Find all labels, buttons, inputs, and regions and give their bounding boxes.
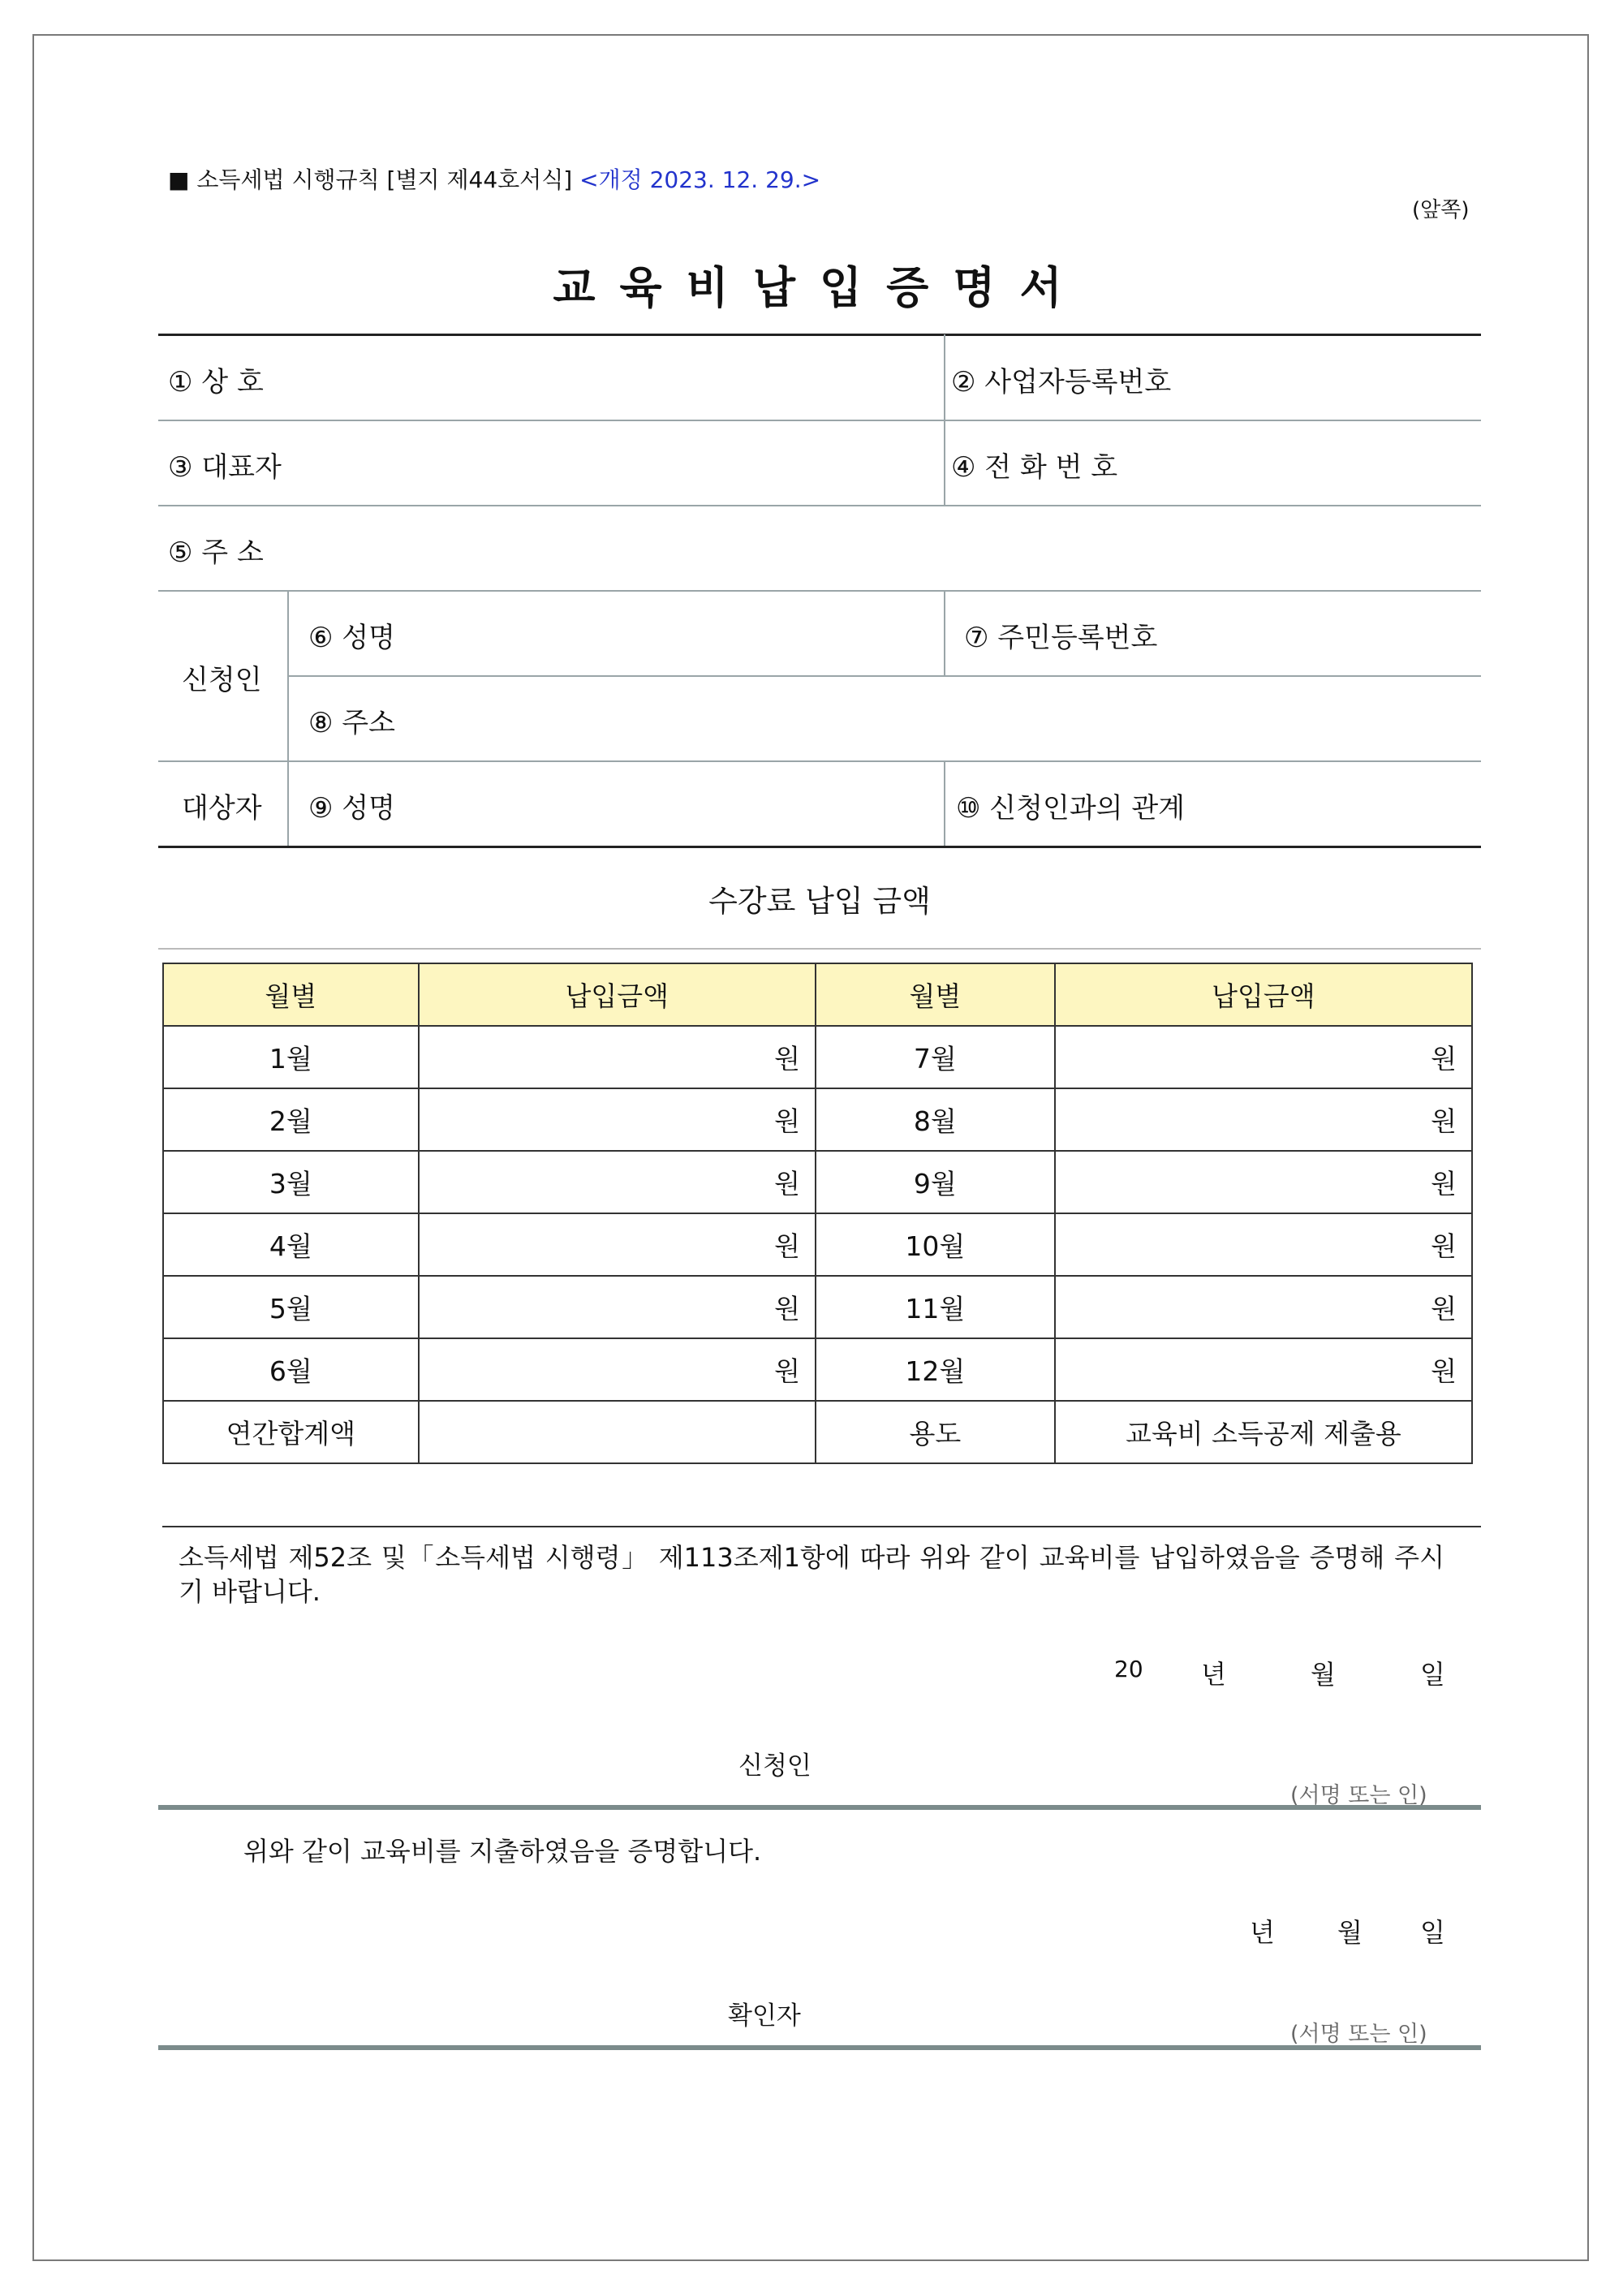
applicant-name-label: ⑥ 성명 bbox=[308, 622, 395, 654]
table-row bbox=[163, 1088, 1472, 1151]
month-column-header: 월별 bbox=[816, 963, 1055, 1026]
month-cell: 4월 bbox=[163, 1213, 419, 1276]
month-cell: 2월 bbox=[163, 1088, 419, 1151]
representative-label: ③ 대표자 bbox=[168, 451, 282, 484]
table-row bbox=[163, 1151, 1472, 1213]
amount-input-cell[interactable]: 원 bbox=[1055, 1213, 1472, 1276]
amount-input-cell[interactable]: 원 bbox=[419, 1276, 816, 1338]
section-separator bbox=[158, 2045, 1481, 2050]
amount-column-header: 납입금액 bbox=[419, 963, 816, 1026]
amount-input-cell[interactable]: 원 bbox=[419, 1213, 816, 1276]
payments-table bbox=[162, 963, 1473, 1464]
table-row bbox=[163, 1026, 1472, 1088]
grid-divider bbox=[158, 505, 1481, 506]
grid-column-divider bbox=[287, 591, 289, 846]
grid-divider bbox=[158, 590, 1481, 592]
front-side-label: (앞쪽) bbox=[1412, 198, 1470, 222]
request-month-label: 월 bbox=[1311, 1659, 1336, 1690]
amount-input-cell[interactable]: 원 bbox=[419, 1151, 816, 1213]
applicant-address-label: ⑧ 주소 bbox=[308, 707, 395, 739]
confirmer-signature-field[interactable]: (서명 또는 인) bbox=[1290, 2022, 1427, 2047]
grid-divider bbox=[158, 760, 1481, 762]
month-cell: 10월 bbox=[816, 1213, 1055, 1276]
month-cell: 3월 bbox=[163, 1151, 419, 1213]
usage-value: 교육비 소득공제 제출용 bbox=[1055, 1401, 1472, 1463]
certification-month-label: 월 bbox=[1337, 1917, 1363, 1948]
table-row bbox=[163, 1213, 1472, 1276]
annual-total-input-cell[interactable] bbox=[419, 1401, 816, 1463]
table-row bbox=[163, 1276, 1472, 1338]
table-row bbox=[163, 1338, 1472, 1401]
amount-input-cell[interactable]: 원 bbox=[1055, 1276, 1472, 1338]
phone-number-label: ④ 전 화 번 호 bbox=[951, 451, 1118, 484]
relation-label: ⑩ 신청인과의 관계 bbox=[956, 792, 1186, 825]
amount-input-cell[interactable]: 원 bbox=[1055, 1338, 1472, 1401]
certification-day-label: 일 bbox=[1420, 1917, 1445, 1948]
document-title: 교육비납입증명서 bbox=[553, 262, 1087, 313]
form-header bbox=[168, 162, 820, 195]
month-cell: 12월 bbox=[816, 1338, 1055, 1401]
applicant-signer-label: 신청인 bbox=[738, 1751, 812, 1781]
month-cell: 7월 bbox=[816, 1026, 1055, 1088]
target-section-label: 대상자 bbox=[182, 792, 262, 825]
request-statement: 소득세법 제52조 및「소득세법 시행령」 제113조제1항에 따라 위와 같이 교육비를 납입하였음을 증명해 주시기 바랍니다. bbox=[179, 1542, 1444, 1607]
business-number-label: ② 사업자등록번호 bbox=[951, 366, 1172, 398]
confirmer-label: 확인자 bbox=[728, 2001, 801, 2031]
month-cell: 6월 bbox=[163, 1338, 419, 1401]
amount-input-cell[interactable]: 원 bbox=[1055, 1088, 1472, 1151]
form-reference: ■ 소득세법 시행규칙 [별지 제44호서식] bbox=[168, 166, 573, 193]
amount-input-cell[interactable]: 원 bbox=[419, 1026, 816, 1088]
request-year-prefix: 20 bbox=[1114, 1656, 1143, 1682]
month-cell: 8월 bbox=[816, 1088, 1055, 1151]
section-divider bbox=[158, 948, 1481, 950]
grid-column-divider bbox=[944, 334, 945, 505]
resident-number-label: ⑦ 주민등록번호 bbox=[964, 622, 1158, 654]
annual-total-label: 연간합계액 bbox=[163, 1401, 419, 1463]
revision-date: <개정 2023. 12. 29.> bbox=[579, 166, 821, 193]
grid-column-divider bbox=[944, 591, 945, 675]
table-header-row bbox=[163, 963, 1472, 1026]
grid-bottom-border bbox=[158, 846, 1481, 848]
month-column-header: 월별 bbox=[163, 963, 419, 1026]
amount-input-cell[interactable]: 원 bbox=[419, 1338, 816, 1401]
amount-input-cell[interactable]: 원 bbox=[419, 1088, 816, 1151]
request-day-label: 일 bbox=[1420, 1659, 1445, 1690]
grid-top-border bbox=[158, 334, 1481, 336]
certification-statement: 위와 같이 교육비를 지출하였음을 증명합니다. bbox=[243, 1836, 762, 1867]
amount-column-header: 납입금액 bbox=[1055, 963, 1472, 1026]
certification-year-label: 년 bbox=[1250, 1917, 1275, 1948]
request-year-label: 년 bbox=[1201, 1659, 1226, 1690]
section-divider bbox=[162, 1526, 1481, 1527]
amount-input-cell[interactable]: 원 bbox=[1055, 1026, 1472, 1088]
month-cell: 9월 bbox=[816, 1151, 1055, 1213]
target-name-label: ⑨ 성명 bbox=[308, 792, 395, 825]
month-cell: 1월 bbox=[163, 1026, 419, 1088]
trade-name-label: ① 상 호 bbox=[168, 366, 264, 398]
address-label: ⑤ 주 소 bbox=[168, 536, 264, 569]
applicant-section-label: 신청인 bbox=[182, 664, 262, 696]
section-separator bbox=[158, 1805, 1481, 1810]
usage-label: 용도 bbox=[816, 1401, 1055, 1463]
grid-column-divider bbox=[944, 761, 945, 846]
month-cell: 11월 bbox=[816, 1276, 1055, 1338]
payments-section-title: 수강료 납입 금액 bbox=[708, 884, 931, 919]
table-total-row bbox=[163, 1401, 1472, 1463]
amount-input-cell[interactable]: 원 bbox=[1055, 1151, 1472, 1213]
month-cell: 5월 bbox=[163, 1276, 419, 1338]
applicant-signature-field[interactable]: (서명 또는 인) bbox=[1290, 1783, 1427, 1808]
grid-divider bbox=[288, 675, 1481, 677]
grid-divider bbox=[158, 420, 1481, 421]
